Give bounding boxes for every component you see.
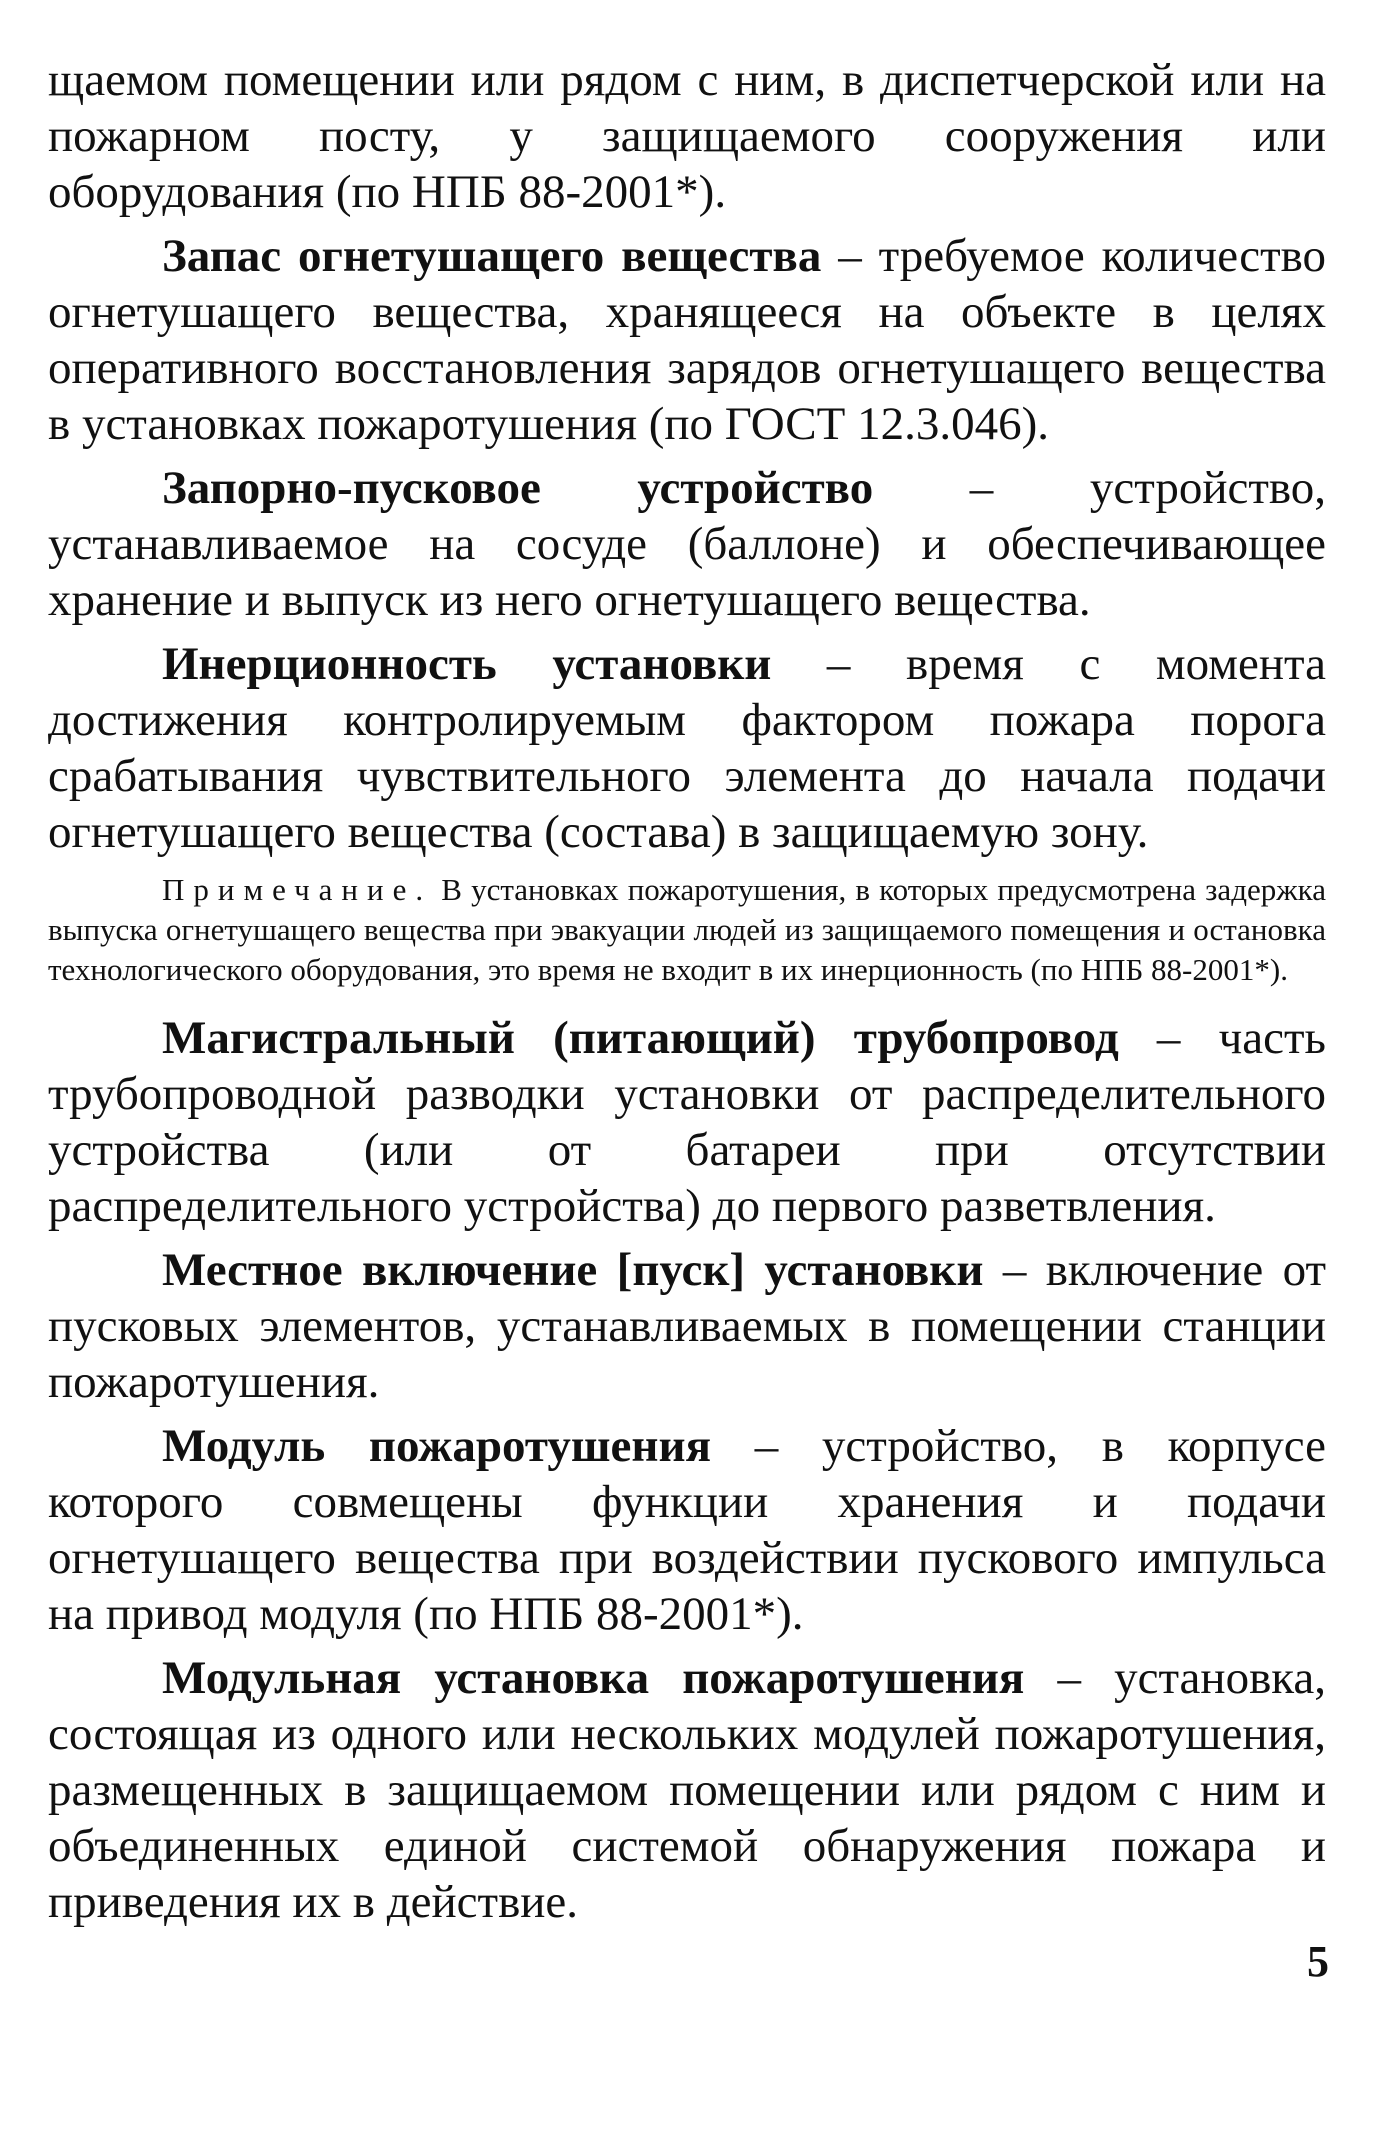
definition-text-modul: – устройство, в корпусе которого совмещены функции хранения и подачи огнетушащего вещества при воздействии пускового импульса на привод модуля (по НПБ 88-2001*). [48, 1420, 1326, 1640]
definition-text-zaporno-puskovoe: – устройство, устанавливаемое на сосуде (баллоне) и обеспечивающее хранение и выпуск из него огнетушащего вещества. [48, 462, 1326, 626]
term-modul: Модуль пожаротушения [162, 1420, 712, 1472]
page-body [48, 52, 1326, 1938]
definition-inertsionnost [48, 636, 1326, 860]
continuation-paragraph: щаемом помещении или рядом с ним, в диспетчерской или на пожарном посту, у защищаемого сооружения или оборудования (по НПБ 88-2001*). [48, 54, 1326, 218]
definition-zapas [48, 228, 1326, 452]
definition-modul [48, 1418, 1326, 1642]
definition-magistralnyi [48, 1010, 1326, 1234]
definition-zaporno-puskovoe [48, 460, 1326, 628]
term-zapas: Запас огнетушащего вещества [162, 230, 822, 282]
definition-modulnaya-ustanovka [48, 1650, 1326, 1930]
definition-text-mestnoe-vkluchenie: – включение от пусковых элементов, устанавливаемых в помещении станции пожаротушения. [48, 1244, 1326, 1408]
definition-text-magistralnyi: – часть трубопроводной разводки установки от распределительного устройства (или от батареи при отсутствии распределительного устройства) до первого разветвления. [48, 1012, 1326, 1232]
page-number: 5 [1307, 1937, 1329, 1986]
term-zaporno-puskovoe: Запорно-пусковое устройство [162, 462, 874, 514]
note-paragraph [48, 870, 1326, 990]
note-label: Примечание. [162, 872, 433, 907]
definition-text-inertsionnost: – время с момента достижения контролируемым фактором пожара порога срабатывания чувствительного элемента до начала подачи огнетушащего вещества (состава) в защищаемую зону. [48, 638, 1326, 858]
term-inertsionnost: Инерционность установки [162, 638, 772, 690]
definition-mestnoe-vkluchenie [48, 1242, 1326, 1410]
term-mestnoe-vkluchenie: Местное включение [пуск] установки [162, 1244, 984, 1296]
note-text: В установках пожаротушения, в которых предусмотрена задержка выпуска огнетушащего вещества при эвакуации людей из защищаемого помещения и остановка технологического оборудования, это время не входит в их инерционность (по НПБ 88-2001*). [48, 872, 1326, 987]
term-modulnaya-ustanovka: Модульная установка пожаротушения [162, 1652, 1025, 1704]
definition-text-zapas: – требуемое количество огнетушащего вещества, хранящееся на объекте в целях оперативного восстановления зарядов огнетушащего вещества в установках пожаротушения (по ГОСТ 12.3.046). [48, 230, 1327, 450]
term-magistralnyi: Магистральный (питающий) трубопровод [162, 1012, 1119, 1064]
definition-text-modulnaya-ustanovka: – установка, состоящая из одного или нескольких модулей пожаротушения, размещенных в защищаемом помещении или рядом с ним и объединенных единой системой обнаружения пожара и приведения их в действие. [48, 1652, 1326, 1928]
